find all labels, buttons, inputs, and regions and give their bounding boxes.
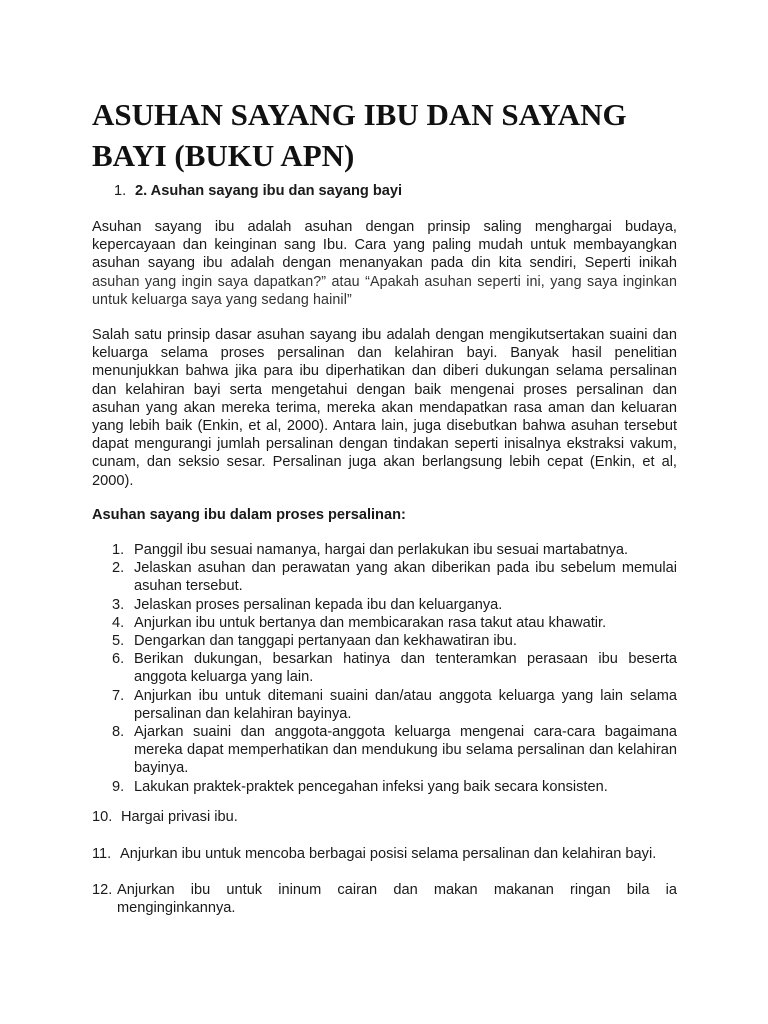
list-item-number: 9. — [112, 778, 125, 795]
list-item-number: 3. — [112, 596, 125, 613]
list-item-text: Anjurkan ibu untuk ininum cairan dan makan makanan ringan bila ia menginginkannya. — [117, 882, 677, 917]
list-item — [92, 687, 677, 723]
care-list-items — [92, 541, 677, 796]
list-heading: Asuhan sayang ibu dalam proses persalinan: — [92, 507, 406, 523]
list-item-number: 5. — [112, 633, 125, 650]
list-item — [92, 596, 677, 614]
list-item-text: Jelaskan proses persalinan kepada ibu dan keluarganya. — [134, 596, 503, 613]
list-item-text: Panggil ibu sesuai namanya, hargai dan perlakukan ibu sesuai martabatnya. — [134, 542, 629, 558]
list-item-text: Lakukan praktek-praktek pencegahan infeksi yang baik secara konsisten. — [134, 778, 608, 795]
list-item-number: 1. — [112, 542, 125, 558]
list-item-text: Anjurkan ibu untuk ditemani suaini dan/atau anggota keluarga yang lain selama persalinan dan kelahiran bayinya. — [134, 687, 677, 722]
list-item-number: 11. — [92, 846, 112, 862]
list-item — [92, 650, 677, 686]
paragraph-intro — [92, 218, 677, 310]
list-item-number: 12. — [92, 882, 113, 898]
paragraph-intro-quote: asuhan yang ingin saya dapatkan?” atau “Apakah asuhan seperti ini, yang saya inginkan untuk keluarga saya yang sedang hainil” — [92, 273, 677, 309]
list-item — [92, 614, 677, 632]
list-item-10 — [92, 808, 677, 826]
list-item-text: Anjurkan ibu untuk bertanya dan membicarakan rasa takut atau khawatir. — [134, 614, 607, 631]
list-item-number: 6. — [112, 651, 125, 668]
list-item — [92, 632, 677, 650]
page-title: ASUHAN SAYANG IBU DAN SAYANG BAYI (BUKU APN) — [92, 97, 627, 173]
care-list — [92, 541, 677, 796]
list-item-number: 7. — [112, 687, 125, 704]
list-item-text: Jelaskan asuhan dan perawatan yang akan diberikan pada ibu sebelum memulai asuhan tersebut. — [134, 560, 677, 595]
list-item-text: Dengarkan dan tanggapi pertanyaan dan kekhawatiran ibu. — [134, 633, 517, 650]
list-item-number: 2. — [112, 560, 125, 577]
list-item — [92, 541, 677, 559]
list-item-number: 4. — [112, 614, 125, 631]
section-heading-label: 2. Asuhan sayang ibu dan sayang bayi — [135, 183, 403, 199]
list-item-12 — [92, 881, 677, 917]
list-item-text: Berikan dukungan, besarkan hatinya dan tenteramkan perasaan ibu beserta anggota keluarga yang lain. — [134, 651, 677, 686]
list-item-text: Anjurkan ibu untuk mencoba berbagai posisi selama persalinan dan kelahiran bayi. — [120, 846, 657, 862]
list-item — [92, 778, 677, 796]
list-item-number: 8. — [112, 724, 125, 741]
list-item-number: 10. — [92, 809, 113, 825]
section-heading-number: 1. — [114, 183, 127, 199]
list-item — [92, 559, 677, 595]
paragraph-intro-main: Asuhan sayang ibu adalah asuhan dengan prinsip saling menghargai budaya, kepercayaan dan keinginan sang Ibu. Cara yang paling mudah untuk membayangkan asuhan sayang ibu adalah dengan menanyakan pada din kita sendiri, Seperti inikah — [92, 219, 677, 272]
list-item-text: Hargai privasi ibu. — [121, 809, 238, 825]
list-item-text: Ajarkan suaini dan anggota-anggota keluarga mengenai cara-cara bagaimana mereka dapat memperhatikan dan mendukung ibu selama persalinan dan kelahiran bayinya. — [134, 724, 677, 777]
list-item — [92, 723, 677, 778]
paragraph-principle: Salah satu prinsip dasar asuhan sayang ibu adalah dengan mengikutsertakan suaini dan keluarga selama proses persalinan dan kelahiran bayi. Banyak hasil penelitian menunjukkan bahwa jika para ibu diperhatikan dan diberi dukungan selama persalinan dan kelahiran bayi serta mengetahui dengan baik mengenai proses persalinan dan asuhan yang akan mereka terima, mereka akan mendapatkan rasa aman dan keluaran yang lebih baik (Enkin, et al, 2000). Antara lain, juga disebutkan bahwa asuhan tersebut dapat mengurangi jumlah persalinan dengan tindakan seperti inisalnya ekstraksi vakum, cunam, dan seksio sesar. Persalinan juga akan berlangsung lebih cepat (Enkin, et al, 2000). — [92, 327, 677, 489]
list-item-11 — [92, 845, 677, 863]
